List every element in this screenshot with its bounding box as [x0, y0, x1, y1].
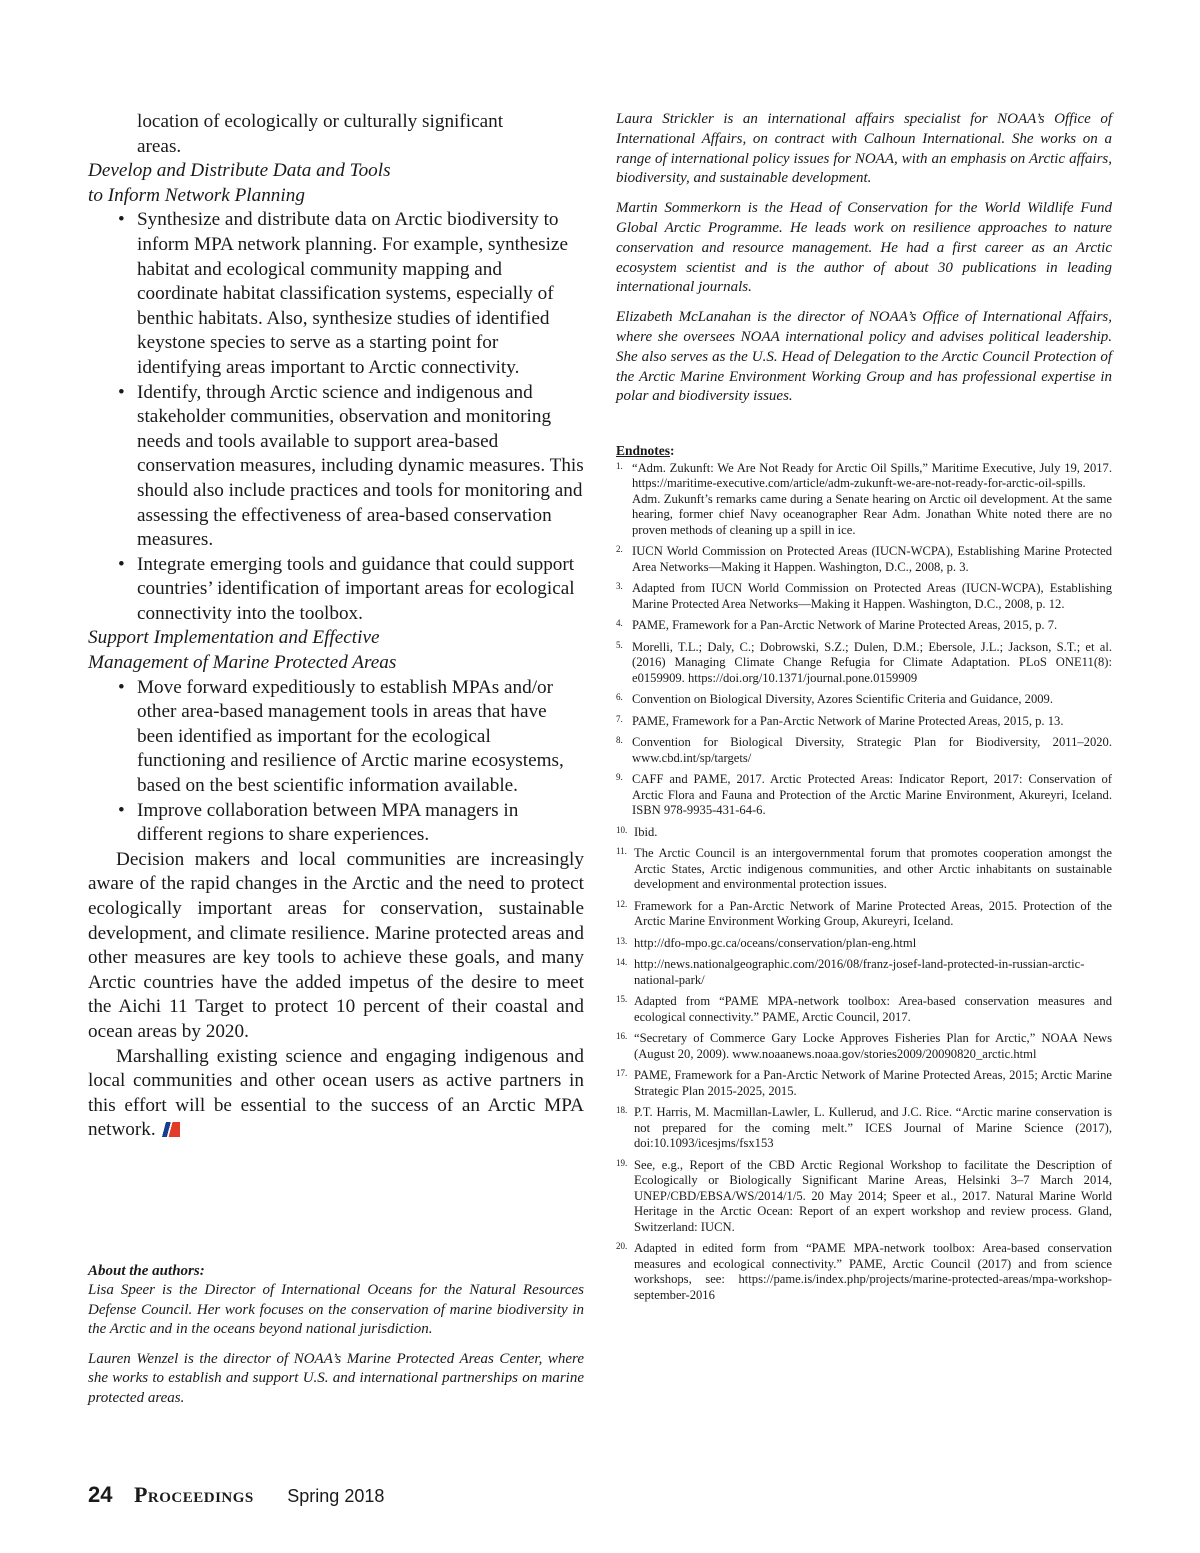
author-bio: Lauren Wenzel is the director of NOAA’s Marine Protected Areas Center, where she works to establish and support U.S. and international partnerships on marine protected areas. — [88, 1351, 584, 1406]
endnote-number: 3. — [616, 581, 623, 591]
endnote-number: 6. — [616, 692, 623, 702]
endnote-number: 14. — [616, 957, 628, 967]
intro-line: location of ecologically or culturally significant — [137, 111, 504, 132]
endnote-text: PAME, Framework for a Pan-Arctic Network of Marine Protected Areas, 2015, p. 7. — [632, 618, 1058, 632]
endnote-number: 17. — [616, 1068, 628, 1078]
publication-name: Proceedings — [133, 1482, 254, 1507]
endnote-item — [616, 825, 1112, 841]
endnote-item — [616, 544, 1112, 575]
endnote-item — [616, 618, 1112, 634]
author-bio: Lisa Speer is the Director of International Oceans for the Natural Resources Defense Council. Her work focuses on the conservation of marine biodiversity in the Arctic and in the oceans beyond national jurisdiction. — [88, 1282, 584, 1337]
author-bio: Martin Sommerkorn is the Head of Conservation for the World Wildlife Fund Global Arctic Programme. He leads work on resilience approaches to nature conservation and resource management. He had a first career as an Arctic ecosystem scientist and is the author of about 30 publications in leading international journals. — [616, 200, 1112, 296]
endnote-number: 16. — [616, 1031, 628, 1041]
endnote-text: “Adm. Zukunft: We Are Not Ready for Arctic Oil Spills,” Maritime Executive, July 19, 2017. https://maritime-executive.com/article/adm-zukunft-we-are-not-ready-for-arctic-oil-spills. Adm. Zukunft’s remarks came during a Senate hearing on Arctic oil development. At the same hearing, former chief Navy oceanographer Rear Adm. Jonathan White noted there are no proven methods of cleaning up a spill in ice. — [632, 460, 1112, 537]
right-column-bios — [616, 110, 1112, 417]
endnote-number: 7. — [616, 713, 623, 724]
endnote-text: “Secretary of Commerce Gary Locke Approves Fisheries Plan for Arctic,” NOAA News (August 20, 2009). www.noaanews.noaa.gov/stories2009/20090820_arctic.html — [634, 1031, 1112, 1061]
endnote-item — [616, 772, 1112, 819]
author-bio: Laura Strickler is an international affairs specialist for NOAA’s Office of International Affairs, on contract with Calhoun International. She works on a range of international policy issues for NOAA, with an emphasis on Arctic affairs, biodiversity, and sustainable development. — [616, 111, 1112, 187]
bullet-item: • Integrate emerging tools and guidance that could support countries’ identification of important areas for ecological connectivity into the toolbox. — [137, 553, 584, 627]
endnote-text: P.T. Harris, M. Macmillan-Lawler, L. Kullerud, and J.C. Rice. “Arctic marine conservation is not prepared for the coming melt.” ICES Journal of Marine Science (2017), doi:10.1093/icesjms/fsx153 — [634, 1105, 1112, 1150]
endnote-number: 20. — [616, 1241, 628, 1251]
endnote-item — [616, 735, 1112, 766]
endnote-text: IUCN World Commission on Protected Areas (IUCN-WCPA), Establishing Marine Protected Area Networks—Making it Happen. Washington, D.C., 2008, p. 3. — [632, 544, 1112, 574]
endnote-item — [616, 1068, 1112, 1099]
body-paragraph-text: Marshalling existing science and engaging indigenous and local communities and other ocean users as active partners in this effort will be essential to the success of an Arctic MPA network. — [88, 1045, 584, 1141]
body-paragraph: Decision makers and local communities are increasingly aware of the rapid changes in the Arctic and the need to protect ecologically important areas for conservation, sustainable development, and climate resilience. Marine protected areas and other measures are key tools to achieve these goals, and many Arctic countries have the added impetus of the desire to meet the Aichi 11 Target to protect 10 percent of their coastal and ocean areas by 2020. — [88, 848, 584, 1042]
endnote-item — [616, 899, 1112, 930]
endnote-text: PAME, Framework for a Pan-Arctic Network of Marine Protected Areas, 2015; Arctic Marine Strategic Plan 2015-2025, 2015. — [634, 1068, 1112, 1098]
endnote-item — [616, 640, 1112, 687]
endnote-number: 15. — [616, 994, 628, 1004]
endnote-number: 13. — [616, 935, 628, 946]
endnote-text: CAFF and PAME, 2017. Arctic Protected Areas: Indicator Report, 2017: Conservation of Arctic Flora and Fauna and Protection of the Arctic Marine Environment, Akureyri, Iceland. ISBN 978-9935-431-64-6. — [632, 772, 1112, 817]
issue-season: Spring 2018 — [287, 1486, 385, 1506]
intro-line: areas. — [137, 135, 182, 157]
endnote-number: 2. — [616, 544, 623, 554]
about-authors-title: About the authors: — [88, 1263, 205, 1279]
endnotes-title — [616, 443, 1112, 459]
endnote-item — [616, 581, 1112, 612]
endnote-text: Convention on Biological Diversity, Azores Scientific Criteria and Guidance, 2009. — [632, 692, 1053, 706]
endnotes-title-colon: : — [670, 443, 675, 458]
bullet-item: • Improve collaboration between MPA managers in different regions to share experiences. — [137, 799, 584, 848]
author-bio: Elizabeth McLanahan is the director of NOAA’s Office of International Affairs, where she oversees NOAA international policy and advises political leadership. She also serves as the U.S. Head of Delegation to the Arctic Council Protection of the Arctic Marine Environment Working Group and has professional expertise in polar and biodiversity issues. — [616, 309, 1112, 405]
endnote-item — [616, 714, 1112, 730]
endnote-number: 8. — [616, 735, 623, 745]
endnote-text: Framework for a Pan-Arctic Network of Marine Protected Areas, 2015. Protection of the Arctic Marine Environment Working Group, Akureyri, Iceland. — [634, 898, 1112, 928]
endnote-number: 19. — [616, 1157, 628, 1168]
endnote-text: http://news.nationalgeographic.com/2016/08/franz-josef-land-protected-in-russian-arctic-national-park/ — [634, 957, 1085, 987]
section-heading: Support Implementation and Effective — [88, 627, 380, 649]
section-heading: to Inform Network Planning — [88, 184, 305, 206]
endnote-text: PAME, Framework for a Pan-Arctic Network of Marine Protected Areas, 2015, p. 13. — [632, 713, 1064, 728]
endnote-text: Adapted in edited form from “PAME MPA-network toolbox: Area-based conservation measures and ecological connectivity.” PAME, Arctic Council (2017) and from science workshops, see: https://pame.is/index.php/projects/marine-protected-areas/mpa-workshop-september-2016 — [634, 1241, 1112, 1302]
endnote-number: 4. — [616, 618, 623, 628]
left-column — [88, 110, 584, 1143]
endnote-number: 10. — [616, 824, 628, 835]
bullet-list — [88, 676, 584, 848]
endnote-item — [616, 692, 1112, 708]
endnote-text: The Arctic Council is an intergovernmental forum that promotes cooperation amongst the Arctic States, Arctic indigenous communities, and other Arctic inhabitants on sustainable development and environmental protection issues. — [634, 846, 1112, 891]
end-of-article-icon — [162, 1122, 180, 1137]
endnote-item — [616, 994, 1112, 1025]
endnote-number: 12. — [616, 898, 628, 909]
endnote-text: Adapted from “PAME MPA-network toolbox: Area-based conservation measures and ecological connectivity.” PAME, Arctic Council, 2017. — [634, 994, 1112, 1024]
endnote-item — [616, 1241, 1112, 1303]
endnote-item — [616, 1031, 1112, 1062]
endnote-text: Convention for Biological Diversity, Strategic Plan for Biodiversity, 2011–2020. www.cbd.int/sp/targets/ — [632, 735, 1112, 765]
endnote-text: See, e.g., Report of the CBD Arctic Regional Workshop to facilitate the Description of Ecologically or Biologically Significant Marine Areas, Helsinki 3–7 March 2014, UNEP/CBD/EBSA/WS/2014/1/5. 20 May 2014; Speer et al., 2017. Natural Marine World Heritage in the Arctic Ocean: Report of an expert workshop and review process. Gland, Switzerland: IUCN. — [634, 1157, 1112, 1234]
bullet-list — [88, 208, 584, 626]
endnote-item — [616, 936, 1112, 952]
endnote-number: 5. — [616, 639, 623, 650]
about-authors — [88, 1262, 584, 1419]
endnote-item — [616, 1105, 1112, 1152]
endnote-item — [616, 461, 1112, 539]
page-footer — [88, 1482, 384, 1512]
endnote-text: Morelli, T.L.; Daly, C.; Dobrowski, S.Z.; Dulen, D.M.; Ebersole, J.L.; Jackson, S.T.; et al. (2016) Managing Climate Change Refugia for Climate Adaptation. PLoS ONE11(8): e0159909. https://doi.org/10.1371/journal.pone.0159909 — [632, 639, 1112, 685]
section-heading: Develop and Distribute Data and Tools — [88, 160, 391, 182]
page-number: 24 — [88, 1482, 113, 1507]
section-heading: Management of Marine Protected Areas — [88, 652, 397, 674]
endnote-number: 1. — [616, 460, 623, 471]
endnotes-list — [616, 461, 1112, 1304]
endnote-item — [616, 957, 1112, 988]
endnote-text: Ibid. — [634, 824, 658, 839]
endnotes-title-text: Endnotes — [616, 443, 671, 458]
endnotes — [616, 443, 1112, 1309]
endnote-item — [616, 846, 1112, 893]
bullet-item: • Move forward expeditiously to establish MPAs and/or other area-based management tools in areas that have been identified as important for the ecological functioning and resilience of Arctic marine ecosystems, based on the best scientific information available. — [137, 676, 584, 799]
endnote-number: 11. — [616, 846, 627, 856]
bullet-item: • Identify, through Arctic science and indigenous and stakeholder communities, observation and monitoring needs and tools available to support area-based conservation measures, including dynamic measures. This should also include practices and tools for monitoring and assessing the effectiveness of area-based conservation measures. — [137, 381, 584, 553]
endnote-item — [616, 1158, 1112, 1236]
endnote-number: 9. — [616, 772, 623, 782]
bullet-item: • Synthesize and distribute data on Arctic biodiversity to inform MPA network planning. For example, synthesize habitat and ecological community mapping and coordinate habitat classification systems, especially of benthic habitats. Also, synthesize studies of identified keystone species to serve as a starting point for identifying areas important to Arctic connectivity. — [137, 208, 584, 380]
endnote-text: Adapted from IUCN World Commission on Protected Areas (IUCN-WCPA), Establishing Marine Protected Area Networks—Making it Happen. Washington, D.C., 2008, p. 12. — [632, 581, 1112, 611]
endnote-number: 18. — [616, 1105, 628, 1115]
endnote-text: http://dfo-mpo.gc.ca/oceans/conservation/plan-eng.html — [634, 935, 917, 950]
body-paragraph — [88, 1045, 584, 1143]
